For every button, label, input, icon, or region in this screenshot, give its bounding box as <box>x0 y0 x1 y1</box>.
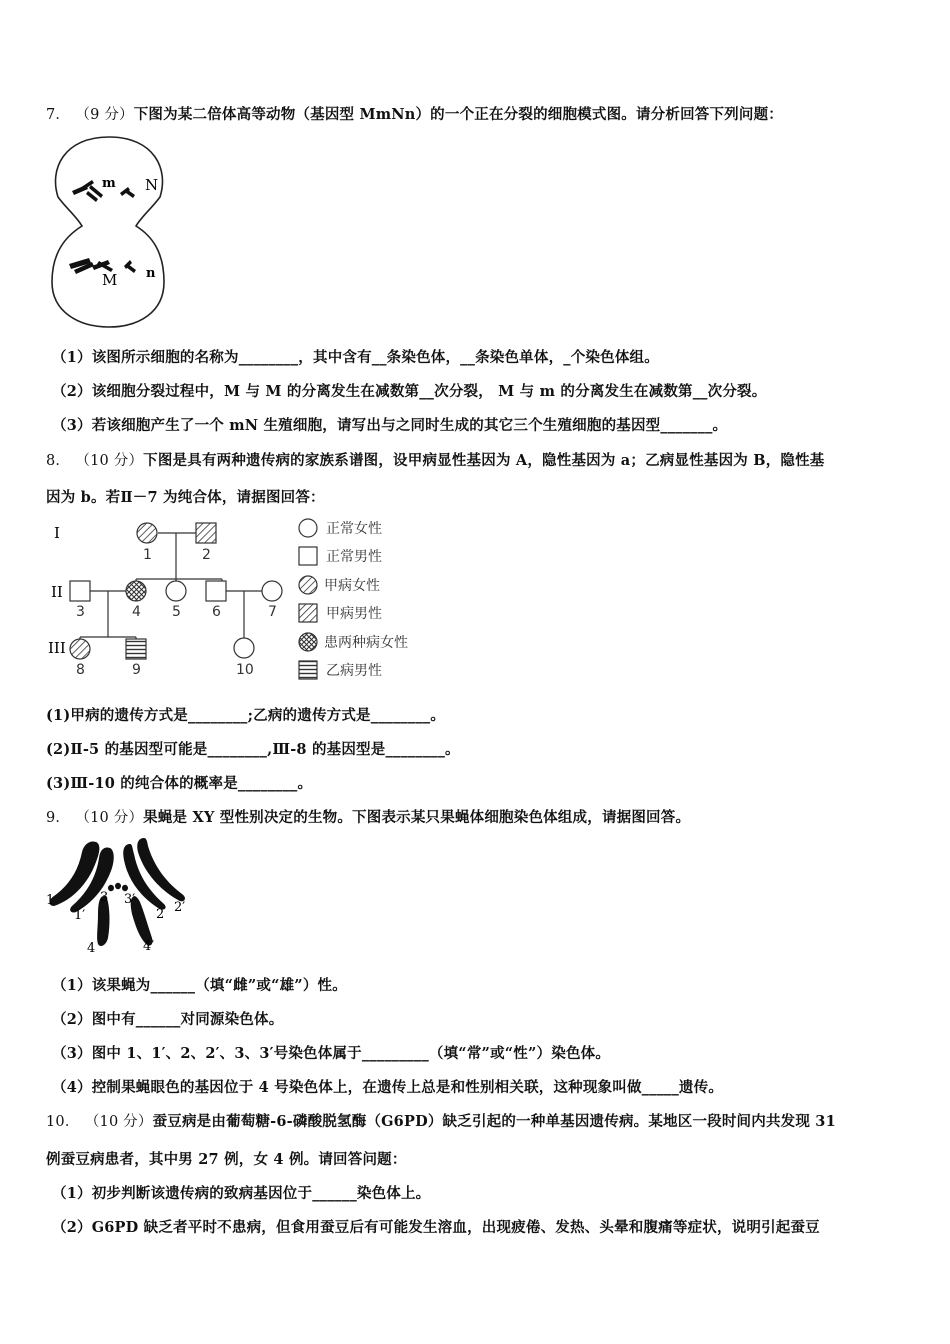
individual-3-normal-male <box>70 581 90 601</box>
gen-II: II <box>51 583 63 601</box>
q7-label-M: M <box>102 271 118 289</box>
label-5: 5 <box>172 604 181 620</box>
q7-stem <box>46 103 783 124</box>
q7-sub2: （2）该细胞分裂过程中，M 与 M 的分离发生在减数第__次分裂， M 与 m 的分离发生在减数第__次分裂。 <box>52 383 767 400</box>
legend-symbol-disease-b-male <box>299 661 317 679</box>
individual-8-affected-female <box>70 639 90 659</box>
q7-points: （9 分） <box>75 107 134 123</box>
q9-sub2: （2）图中有______对同源染色体。 <box>52 1011 284 1028</box>
q10-points: （10 分） <box>84 1114 153 1130</box>
q8-stem-2: 因为 b。若Ⅱ－7 为纯合体，请据图回答： <box>46 489 325 506</box>
q9-points: （10 分） <box>75 810 144 826</box>
gen-I: I <box>54 524 60 542</box>
q7-sub1: （1）该图所示细胞的名称为________，其中含有__条染色体，__条染色单体，_个染色体组。 <box>52 349 659 366</box>
chr-label-2: 2 <box>156 907 165 922</box>
individual-7-normal-female <box>262 581 282 601</box>
q10-sub2: （2）G6PD 缺乏者平时不患病，但食用蚕豆后有可能发生溶血，出现疲倦、发热、头晕和腹痛等症状，说明引起蚕豆 <box>52 1219 820 1236</box>
q10-stem-text-1: 蚕豆病是由葡萄糖-6-磷酸脱氢酶（G6PD）缺乏引起的一种单基因遗传病。某地区一段时间内共发现 31 <box>152 1113 836 1130</box>
q8-sub3: (3)Ⅲ-10 的纯合体的概率是________。 <box>46 775 313 792</box>
chr-label-4: 4 <box>87 941 96 956</box>
q10-number: 10． <box>46 1114 80 1130</box>
chr-label-4prime: 4′ <box>143 939 155 954</box>
individual-10-normal-female <box>234 638 254 658</box>
legend-symbol-normal-male <box>299 547 317 565</box>
q10-sub1: （1）初步判断该遗传病的致病基因位于______染色体上。 <box>52 1185 431 1202</box>
q7-stem-text: 下图为某二倍体高等动物（基因型 MmNn）的一个正在分裂的细胞模式图。请分析回答下列问题： <box>133 106 783 123</box>
label-4: 4 <box>132 604 141 620</box>
q9-chromosome-figure <box>44 834 194 956</box>
q10-stem-1 <box>46 1110 836 1131</box>
label-1: 1 <box>143 547 152 563</box>
legend-normal-female: 正常女性 <box>326 521 382 537</box>
q7-cell-figure <box>44 134 174 330</box>
label-8: 8 <box>76 662 85 678</box>
q8-sub2: (2)Ⅱ-5 的基因型可能是________,Ⅲ-8 的基因型是________。 <box>46 741 460 758</box>
individual-4-both-diseases-female <box>126 581 146 601</box>
label-10: 10 <box>236 662 254 678</box>
q9-number: 9． <box>46 810 71 826</box>
individual-2-affected-male <box>196 523 216 543</box>
label-7: 7 <box>268 604 277 620</box>
legend-disease-b-male: 乙病男性 <box>326 663 382 679</box>
q9-stem <box>46 806 690 827</box>
q8-sub1: (1)甲病的遗传方式是________;乙病的遗传方式是________。 <box>46 707 446 724</box>
q10-stem-2: 例蚕豆病患者，其中男 27 例，女 4 例。请回答问题： <box>46 1151 407 1168</box>
q8-stem-text-1: 下图是具有两种遗传病的家族系谱图，设甲病显性基因为 A，隐性基因为 a；乙病显性基因为 B，隐性基 <box>143 452 825 469</box>
legend-symbol-both-diseases-female <box>299 633 317 651</box>
individual-9-disease-b-male <box>126 639 146 659</box>
q9-sub3: （3）图中 1、1′、2、2′、3、3′号染色体属于_________（填“常”或“性”）染色体。 <box>52 1045 611 1062</box>
chr-label-2prime: 2′ <box>174 900 186 915</box>
label-3: 3 <box>76 604 85 620</box>
q8-pedigree-figure <box>44 512 434 682</box>
legend-symbol-disease-a-male <box>299 604 317 622</box>
legend-disease-a-male: 甲病男性 <box>326 606 382 622</box>
q8-stem-1 <box>46 449 825 470</box>
label-6: 6 <box>212 604 221 620</box>
q7-sub3: （3）若该细胞产生了一个 mN 生殖细胞，请写出与之同时生成的其它三个生殖细胞的基因型_______。 <box>52 417 728 434</box>
individual-6-normal-male <box>206 581 226 601</box>
q9-stem-text: 果蝇是 XY 型性别决定的生物。下图表示某只果蝇体细胞染色体组成，请据图回答。 <box>143 809 691 826</box>
q7-number: 7． <box>46 107 71 123</box>
q7-label-n: n <box>146 266 156 281</box>
individual-5-normal-female <box>166 581 186 601</box>
chr-label-1prime: 1′ <box>74 908 86 923</box>
legend-normal-male: 正常男性 <box>326 549 382 565</box>
legend-disease-a-female: 甲病女性 <box>324 578 380 594</box>
q8-points: （10 分） <box>75 453 144 469</box>
legend-symbol-disease-a-female <box>299 576 317 594</box>
gen-III: III <box>48 639 66 657</box>
chr-label-3: 3 <box>100 890 109 905</box>
chr-label-1: 1 <box>46 893 55 908</box>
legend-both-diseases-female: 患两种病女性 <box>324 635 408 651</box>
individual-1-affected-female <box>137 523 157 543</box>
label-9: 9 <box>132 662 141 678</box>
q7-label-N: N <box>145 176 159 194</box>
legend-symbol-normal-female <box>299 519 317 537</box>
label-2: 2 <box>202 547 211 563</box>
q9-sub1: （1）该果蝇为______（填“雌”或“雄”）性。 <box>52 977 347 994</box>
q9-sub4: （4）控制果蝇眼色的基因位于 4 号染色体上，在遗传上总是和性别相关联，这种现象叫做_____遗传。 <box>52 1079 724 1096</box>
q8-number: 8． <box>46 453 71 469</box>
q7-label-m: m <box>102 176 116 191</box>
chr-label-3prime: 3′ <box>124 892 136 907</box>
